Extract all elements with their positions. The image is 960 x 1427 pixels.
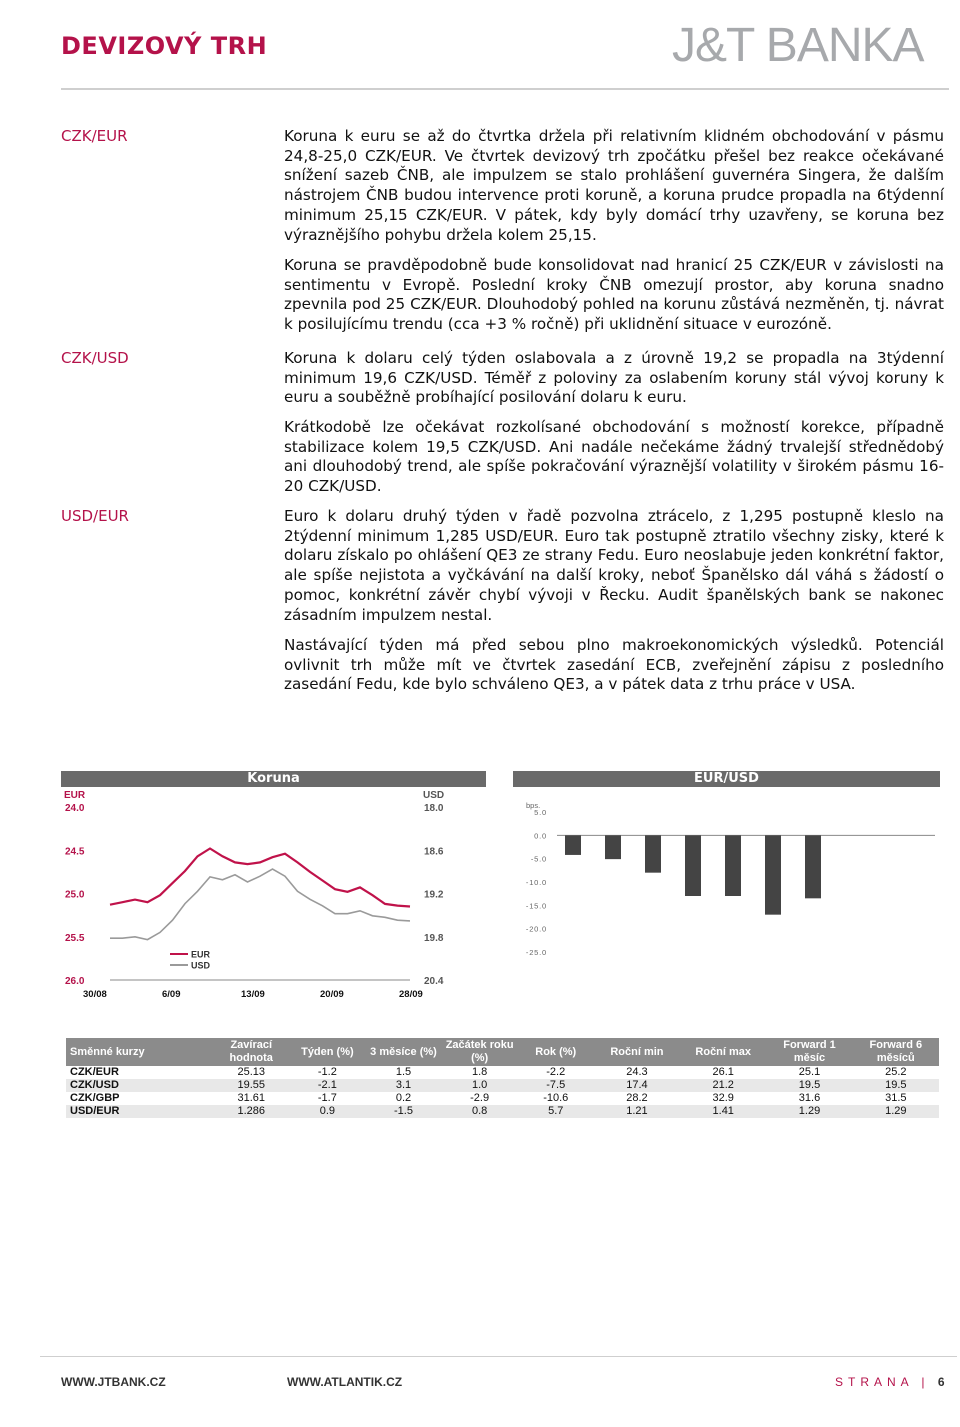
table-cell: -2.2	[518, 1066, 594, 1079]
table-cell: 31.5	[853, 1092, 939, 1105]
table-header-cell: Zavírací hodnota	[213, 1038, 289, 1066]
x-axis-tick-label: 13/09	[241, 989, 265, 1000]
x-axis-tick-label: 6/09	[162, 989, 181, 1000]
koruna-chart-title: Koruna	[61, 771, 486, 787]
table-header-cell: Týden (%)	[289, 1038, 365, 1066]
table-cell: 0.2	[365, 1092, 441, 1105]
right-axis-tick-label: 19.2	[424, 889, 444, 901]
table-cell: 1.5	[365, 1066, 441, 1079]
table-cell: 19.5	[766, 1079, 852, 1092]
legend-label-usd: USD	[191, 960, 211, 971]
table-cell: 1.29	[853, 1105, 939, 1118]
y-axis-tick-label: -15.0	[525, 901, 547, 911]
usd-eur-paragraph-1: Euro k dolaru druhý týden v řadě pozvolna ztrácelo, z 1,295 postupně kleslo na 2týdenní minimum 1,285 USD/EUR. Euro tak postupně ztratilo všechny zisky, které k dolaru získalo po ohlášení QE3 ze strany Fedu. Euro neoslabuje jeden konkrétní faktor, ale spíše nejistota a vyčkávání na další kroky, neboť Španělsko dál váhá s žádostí o pomoc, konkrétní závěr chybí vývoji v Řecku. Audit španělských bank se nakonec zásadním impulzem nestal.	[284, 507, 944, 624]
bar	[565, 835, 581, 855]
table-cell: 1.21	[594, 1105, 680, 1118]
legend-label-eur: EUR	[191, 949, 211, 960]
table-cell: 19.5	[853, 1079, 939, 1092]
right-axis-tick-label: 18.6	[424, 846, 444, 858]
table-cell: -7.5	[518, 1079, 594, 1092]
eurusd-bar-chart	[505, 800, 945, 980]
table-header-cell: Roční max	[680, 1038, 766, 1066]
table-row	[66, 1105, 939, 1118]
series-line-usd	[110, 869, 410, 940]
table-header-row	[66, 1038, 939, 1066]
table-header-cell: Forward 1 měsíc	[766, 1038, 852, 1066]
bar	[605, 835, 621, 859]
table-cell: 31.6	[766, 1092, 852, 1105]
table-cell: 25.13	[213, 1066, 289, 1079]
x-axis-tick-label: 20/09	[320, 989, 344, 1000]
table-cell: USD/EUR	[66, 1105, 213, 1118]
table-cell: 31.61	[213, 1092, 289, 1105]
table-cell: 1.29	[766, 1105, 852, 1118]
koruna-right-axis-unit: USD	[423, 790, 445, 801]
table-cell: 25.2	[853, 1066, 939, 1079]
usd-eur-paragraph-2: Nastávající týden má před sebou plno makroekonomických výsledků. Potenciál ovlivnit trh může mít ve čtvrtek zasedání ECB, zveřejnění zápisu z posledního zasedání Fedu, kde bylo schváleno QE3, a v pátek data z trhu práce v USA.	[284, 636, 944, 694]
table-cell: 32.9	[680, 1092, 766, 1105]
bar	[725, 835, 741, 896]
table-cell: 3.1	[365, 1079, 441, 1092]
bar	[805, 835, 821, 898]
y-axis-tick-label: 0.0	[534, 831, 547, 841]
page-number: STRANA | 6	[835, 1375, 945, 1389]
right-axis-tick-label: 19.8	[424, 932, 444, 944]
right-axis-tick-label: 20.4	[424, 976, 444, 987]
bank-logo: J&T BANKA	[672, 19, 924, 72]
table-cell: CZK/GBP	[66, 1092, 213, 1105]
table-header-cell: Forward 6 měsíců	[853, 1038, 939, 1066]
table-cell: -1.2	[289, 1066, 365, 1079]
koruna-line-chart	[55, 790, 505, 1010]
table-cell: 21.2	[680, 1079, 766, 1092]
series-line-eur	[110, 849, 410, 907]
page-number-value: 6	[937, 1375, 945, 1389]
koruna-left-axis-unit: EUR	[64, 790, 86, 801]
right-axis-tick-label: 18.0	[424, 803, 444, 814]
table-header-cell: 3 měsíce (%)	[365, 1038, 441, 1066]
table-cell: -2.1	[289, 1079, 365, 1092]
table-cell: 1.286	[213, 1105, 289, 1118]
table-header-cell: Rok (%)	[518, 1038, 594, 1066]
table-header-cell: Začátek roku (%)	[442, 1038, 518, 1066]
table-row	[66, 1092, 939, 1105]
bar	[765, 835, 781, 914]
table-cell: 19.55	[213, 1079, 289, 1092]
eurusd-axis-unit: bps.	[526, 801, 541, 810]
y-axis-tick-label: -25.0	[525, 948, 547, 957]
czk-eur-paragraph-1: Koruna k euru se až do čtvrtka držela při relativním klidném obchodování v pásmu 24,8-25,0 CZK/EUR. Ve čtvrtek devizový trh zpočátku přešel bez reakce očekávané snížení sazeb ČNB, ale impulzem se stalo prohlášení guvernéra Singera, že dalším nástrojem ČNB budou intervence proti koruně, a koruna prudce propadla na 6týdenní minimum 25,15 CZK/EUR. V pátek, kdy byly domácí trhy uzavřeny, se koruna bez výraznějšího pohybu držela kolem 25,15.	[284, 127, 944, 244]
table-cell: 0.8	[442, 1105, 518, 1118]
x-axis-tick-label: 30/08	[83, 989, 107, 1000]
table-cell: 28.2	[594, 1092, 680, 1105]
table-cell: -1.5	[365, 1105, 441, 1118]
section-label-czk-eur: CZK/EUR	[61, 127, 128, 145]
table-cell: 24.3	[594, 1066, 680, 1079]
table-row	[66, 1079, 939, 1092]
left-axis-tick-label: 25.0	[65, 889, 85, 901]
y-axis-tick-label: 5.0	[534, 808, 547, 817]
table-row	[66, 1066, 939, 1079]
table-cell: -2.9	[442, 1092, 518, 1105]
table-cell: -10.6	[518, 1092, 594, 1105]
table-cell: CZK/EUR	[66, 1066, 213, 1079]
czk-usd-paragraph-1: Koruna k dolaru celý týden oslabovala a z úrovně 19,2 se propadla na 3týdenní minimum 19,6 CZK/USD. Téměř z poloviny za oslabením koruny stál vývoj koruny k euru a souběžně probíhající posilování dolaru k euru.	[284, 349, 944, 407]
y-axis-tick-label: -10.0	[525, 878, 547, 887]
table-cell: CZK/USD	[66, 1079, 213, 1092]
header-divider	[61, 88, 949, 90]
eurusd-chart-title: EUR/USD	[513, 771, 940, 787]
bar	[685, 835, 701, 896]
page-title: DEVIZOVÝ TRH	[61, 32, 268, 60]
y-axis-tick-label: -20.0	[525, 924, 547, 934]
table-cell: 1.8	[442, 1066, 518, 1079]
table-cell: 26.1	[680, 1066, 766, 1079]
left-axis-tick-label: 24.5	[65, 846, 85, 858]
section-label-czk-usd: CZK/USD	[61, 349, 129, 367]
left-axis-tick-label: 25.5	[65, 932, 85, 944]
table-header-cell: Roční min	[594, 1038, 680, 1066]
bar	[645, 835, 661, 872]
table-cell: -1.7	[289, 1092, 365, 1105]
table-cell: 25.1	[766, 1066, 852, 1079]
section-label-usd-eur: USD/EUR	[61, 507, 129, 525]
footer-link-jtbank[interactable]: WWW.JTBANK.CZ	[61, 1375, 166, 1389]
czk-usd-paragraph-2: Krátkodobě lze očekávat rozkolísané obchodování s možností korekce, případně stabilizace kolem 19,5 CZK/USD. Ani nadále nečekáme žádný trvalejší střednědobý ani dlouhodobý trend, ale spíše pokračování výraznější volatility v širokém pásmu 16-20 CZK/USD.	[284, 418, 944, 496]
left-axis-tick-label: 24.0	[65, 803, 85, 814]
table-header-cell: Směnné kurzy	[66, 1038, 213, 1066]
footer-divider	[40, 1356, 957, 1357]
table-cell: 1.0	[442, 1079, 518, 1092]
czk-eur-paragraph-2: Koruna se pravděpodobně bude konsolidovat nad hranicí 25 CZK/EUR v závislosti na sentimentu v Evropě. Poslední kroky ČNB omezují prostor, aby koruna snadno zpevnila pod 25 CZK/EUR. Dlouhodobý pohled na korunu zůstává nezměněn, tj. návrat k posilujícímu trendu (cca +3 % ročně) při uklidnění situace v eurozóně.	[284, 256, 944, 334]
left-axis-tick-label: 26.0	[65, 976, 85, 987]
page-word: STRANA	[835, 1375, 914, 1389]
table-cell: 5.7	[518, 1105, 594, 1118]
table-cell: 1.41	[680, 1105, 766, 1118]
y-axis-tick-label: -5.0	[530, 854, 547, 864]
exchange-rates-table	[66, 1038, 939, 1118]
table-cell: 0.9	[289, 1105, 365, 1118]
x-axis-tick-label: 28/09	[399, 989, 423, 1000]
table-cell: 17.4	[594, 1079, 680, 1092]
footer-link-atlantik[interactable]: WWW.ATLANTIK.CZ	[287, 1375, 403, 1389]
